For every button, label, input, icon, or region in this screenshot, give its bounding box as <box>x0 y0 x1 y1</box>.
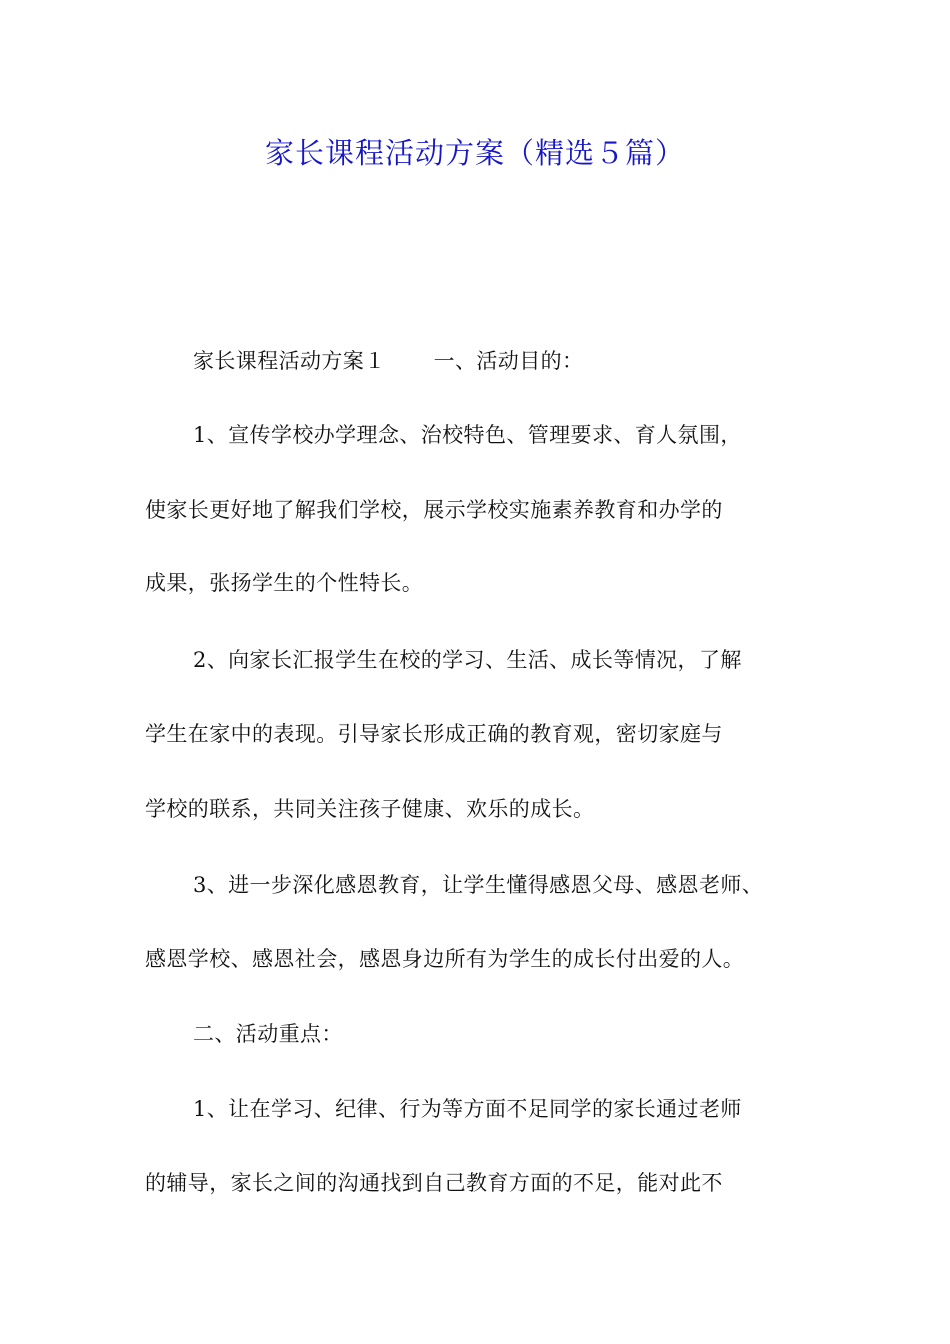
section-heading: 一、活动目的： <box>433 349 584 373</box>
paragraph-line: 学校的联系，共同关注孩子健康、欢乐的成长。 <box>145 797 595 821</box>
plan-heading: 家长课程活动方案１ <box>193 349 386 373</box>
section-heading-line <box>193 346 583 376</box>
paragraph-line: 的辅导，家长之间的沟通找到自己教育方面的不足，能对此不 <box>145 1171 723 1195</box>
paragraph-line: 3、进一步深化感恩教育，让学生懂得感恩父母、感恩老师、 <box>193 873 764 897</box>
paragraph-line: 2、向家长汇报学生在校的学习、生活、成长等情况，了解 <box>193 648 742 672</box>
paragraph-line: 成果，张扬学生的个性特长。 <box>145 571 424 595</box>
paragraph-line: 使家长更好地了解我们学校，展示学校实施素养教育和办学的 <box>145 498 723 522</box>
section-heading: 二、活动重点： <box>193 1022 343 1046</box>
paragraph-line: 1、让在学习、纪律、行为等方面不足同学的家长通过老师 <box>193 1097 742 1121</box>
paragraph-line: 学生在家中的表现。引导家长形成正确的教育观，密切家庭与 <box>145 722 723 746</box>
paragraph-line: 1、宣传学校办学理念、治校特色、管理要求、育人氛围， <box>193 423 742 447</box>
paragraph-line: 感恩学校、感恩社会，感恩身边所有为学生的成长付出爱的人。 <box>145 947 745 971</box>
document-title: 家长课程活动方案（精选５篇） <box>264 136 685 170</box>
